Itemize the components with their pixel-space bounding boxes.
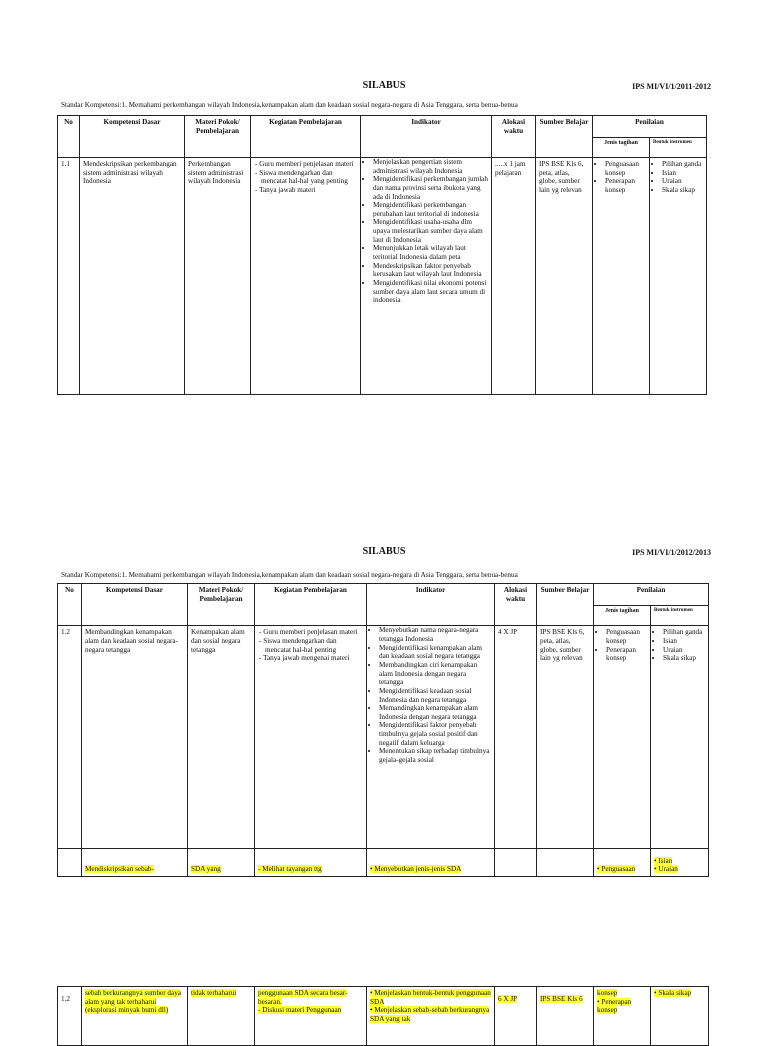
syllabus-table [57, 986, 709, 1046]
indikator-item: • Mengidentifikasi nilai ekonomi potensi sumber daya alam laut secara umum di indonesia [373, 279, 488, 305]
bentuk-item: • Skala sikap [663, 654, 705, 663]
row-no: 1.2 [58, 626, 82, 848]
header-alokasi: Alokasi waktu [492, 116, 536, 158]
header-jenis-tagihan: Jenis tagihan [593, 138, 650, 158]
indikator-item: • Membandingkan ciri kenampakan alam Indonesia dengan negara tetangga [379, 661, 491, 687]
bentuk-item: • Uraian [663, 646, 705, 655]
header-materi: Materi Pokok/ Pembelajaran [188, 584, 255, 626]
row-bentuk: • Skala sikap [651, 987, 709, 1046]
indikator-item: • Mengidentifikasi keadaan sosial Indonesia dan negara tetangga [379, 687, 491, 704]
header-indikator: Indikator [367, 584, 495, 626]
row-materi: Perkembangan sistem administrasi wilayah Indonesia [185, 158, 251, 395]
syllabus-table [57, 583, 709, 877]
indikator-item: • Memandingkan kenampakan alam Indonesia dengan negara tetangga [379, 704, 491, 721]
page-title: SILABUS [362, 80, 406, 91]
document-code: IPS MI/VI/1/2011-2012 [632, 82, 711, 91]
header-indikator: Indikator [361, 116, 492, 158]
hl-kompetensi: Mendiskripsikan sebab- [82, 848, 188, 876]
indikator-item: • Mengidentifikasi kenampakan alam dan keadaan sosial negara tetangga [379, 644, 491, 661]
row-kompetensi: Membandingkan kenampakan alam dan keadaan sosial negara-negara tetangga [82, 626, 188, 848]
bentuk-item: • Pilihan ganda [663, 628, 705, 637]
row-kompetensi: sebab berkurangnya sumber daya alam yang tak terbaharui (eksplorasi minyak bumi dll) [82, 987, 188, 1046]
bentuk-item: • Isian [662, 169, 703, 178]
header-kompetensi: Kompetensi Dasar [82, 584, 188, 626]
header-kegiatan: Kegiatan Pembelajaran [251, 116, 361, 158]
indikator-item: • Mengidentifikasi usaha-usaha dlm upaya melestarikan sumber daya alam laut di Indonesia [373, 218, 488, 244]
row-sumber: IPS BSE Kls 6, peta, atlas, globe, sumber lain yg relevan [536, 158, 593, 395]
hl-jenis: • Penguasaan [594, 848, 651, 876]
row-jenis [594, 626, 651, 848]
row-alokasi: .....x 1 jam pelajaran [492, 158, 536, 395]
kegiatan-item: - Tanya jawab materi [261, 186, 357, 195]
jenis-item: • Penerapan konsep [605, 177, 646, 194]
row-bentuk [650, 158, 707, 395]
header-sumber: Sumber Belajar [536, 116, 593, 158]
indikator-item: • Menentukan sikap terhadap timbulnya gejala-gejala sosial [379, 747, 491, 764]
bentuk-item: • Uraian [662, 177, 703, 186]
header-no: No [58, 116, 80, 158]
row-materi: Kenampakan alam dan sosial negara tetangga [188, 626, 255, 848]
indikator-item: • Mengidentifikasi perkembangan perubahan laut teritorial di indonesia [373, 201, 488, 218]
indikator-item: • Mengidentifikasi perkembangan jumlah dan nama provinsi serta ibukota yang ada di Indonesia [373, 175, 488, 201]
indikator-item: • Mendeskripsikan faktor penyebab kerusakan laut wilayah laut Indonesia [373, 262, 488, 279]
header-penilaian: Penilaian [593, 116, 707, 138]
row-kegiatan: penggunaan SDA secara besar-besaran. - Diskusi materi Penggunaan [255, 987, 367, 1046]
page-title: SILABUS [362, 546, 406, 557]
header-materi: Materi Pokok/ Pembelajaran [185, 116, 251, 158]
row-jenis: konsep • Penerapan konsep [594, 987, 651, 1046]
bentuk-item: • Isian [663, 637, 705, 646]
bentuk-item: • Pilihan ganda [662, 160, 703, 169]
row-kompetensi: Mendeskripsikan perkembangan sistem administrasi wilayah Indonesia [80, 158, 185, 395]
hl-indikator: • Menyebutkan jenis-jenis SDA [367, 848, 495, 876]
header-alokasi: Alokasi waktu [495, 584, 537, 626]
jenis-item: • Penguasaan konsep [606, 628, 647, 645]
row-sumber: IPS BSE Kls 6, peta, atlas, globe, sumber lain yg relevan [537, 626, 594, 848]
row-kegiatan [251, 158, 361, 395]
indikator-item: • Menjelaskan pengertian sistem administrasi wilayah Indonesia [373, 158, 488, 175]
header-kompetensi: Kompetensi Dasar [80, 116, 185, 158]
row-bentuk [651, 626, 709, 848]
row-indikator [361, 158, 492, 395]
row-indikator: • Menjelaskan bentuk-bentuk penggunaan SDA • Menjelaskan sebab-sebab berkurangnya SDA yang tak [367, 987, 495, 1046]
kegiatan-item: - Guru memberi penjelasan materi [265, 628, 363, 637]
kegiatan-item: - Tanya jawab mengenai materi [265, 654, 363, 663]
header-jenis-tagihan: Jenis tagihan [594, 606, 651, 626]
kegiatan-item: - Guru memberi penjelasan materi [261, 160, 357, 169]
header-no: No [58, 584, 82, 626]
document-code: IPS MI/VI/1/2012/2013 [632, 548, 711, 557]
row-materi: tidak terbaharui [188, 987, 255, 1046]
row-kegiatan [255, 626, 367, 848]
indikator-item: • Mengidentifikasi faktor penyebab timbulnya gejala sosial positif dan negatif dalam keluarga [379, 721, 491, 747]
jenis-item: • Penguasaan konsep [605, 160, 646, 177]
row-no: 1.2 [58, 987, 82, 1046]
row-indikator [367, 626, 495, 848]
row-no: 1.1 [58, 158, 80, 395]
row-sumber: IPS BSE Kls 6 [537, 987, 594, 1046]
jenis-item: • Penerapan konsep [606, 646, 647, 663]
header-sumber: Sumber Belajar [537, 584, 594, 626]
hl-bentuk: • Isian • Uraian [651, 848, 709, 876]
header-penilaian: Penilaian [594, 584, 709, 606]
hl-materi: SDA yang [188, 848, 255, 876]
bentuk-item: • Skala sikap [662, 186, 703, 195]
indikator-item: • Menunjukkan letak wilayah laut teritorial Indonesia dalam peta [373, 244, 488, 261]
indikator-item: • Menyebutkan nama negara-negara tetangga Indonesia [379, 626, 491, 643]
row-alokasi: 6 X JP [495, 987, 537, 1046]
standar-kompetensi: Standar Kompetensi:1. Memahami perkembangan wilayah Indonesia,kenampakan alam dan keadaan sosial negara-negara di Asia Tenggara, serta benua-benua [61, 101, 518, 109]
kegiatan-item: - Siswa mendengarkan dan mencatat hal-hal yang penting [261, 169, 357, 186]
header-kegiatan: Kegiatan Pembelajaran [255, 584, 367, 626]
kegiatan-item: - Siswa mendengarkan dan mencatat hal-hal penting [265, 637, 363, 654]
syllabus-table [57, 115, 707, 395]
hl-kegiatan: - Melihat tayangan ttg [255, 848, 367, 876]
standar-kompetensi: Standar Kompetensi:1. Memahami perkembangan wilayah Indonesia,kenampakan alam dan keadaan sosial negara-negara di Asia Tenggara, serta benua-benua [61, 571, 518, 579]
header-bentuk-instrumen: Bentuk instrumen [650, 138, 707, 158]
row-alokasi: 4 X JP [495, 626, 537, 848]
row-jenis [593, 158, 650, 395]
header-bentuk-instrumen: Bentuk instrumen [651, 606, 709, 626]
